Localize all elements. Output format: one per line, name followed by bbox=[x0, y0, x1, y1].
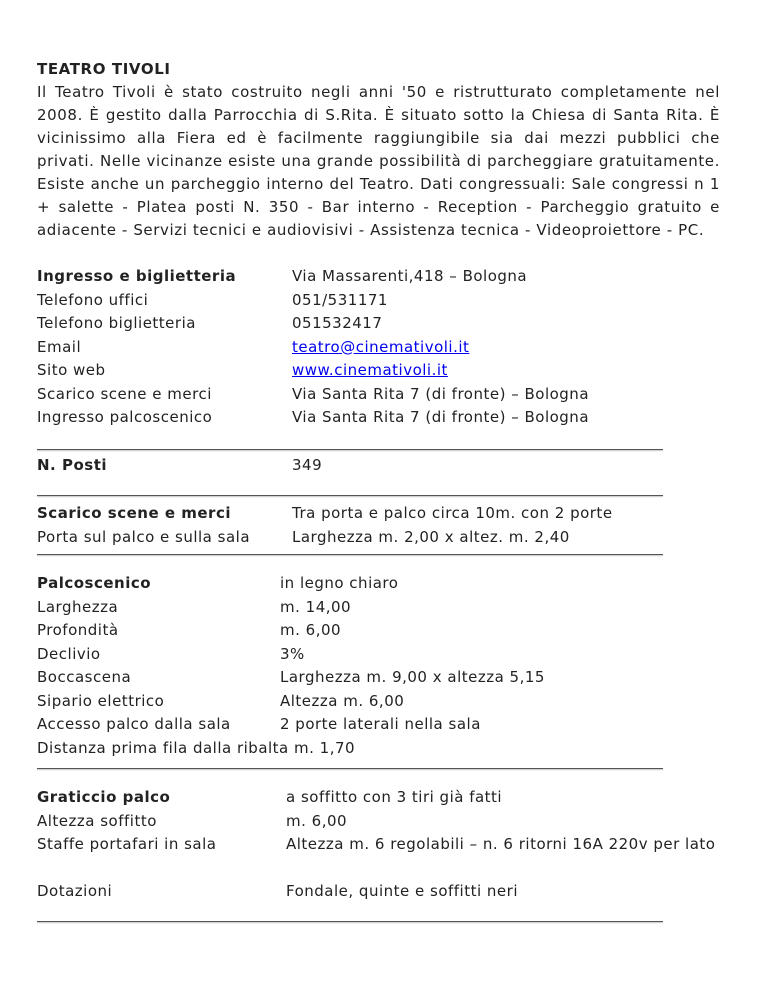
tel-uffici-value: 051/531171 bbox=[292, 290, 388, 309]
distanza-label bbox=[37, 737, 355, 761]
contact-row-scarico bbox=[37, 383, 663, 407]
boccascena-label: Boccascena bbox=[37, 668, 132, 686]
profondita-value: m. 6,00 bbox=[280, 621, 342, 639]
tel-biglietteria-value: 051532417 bbox=[292, 314, 383, 332]
altezza-soffitto-row bbox=[37, 810, 663, 834]
distanza-value: m. 1,70 bbox=[294, 738, 356, 757]
tel-uffici-label: Telefono uffici bbox=[37, 290, 149, 309]
contact-row-sito bbox=[37, 359, 663, 383]
divider bbox=[37, 449, 663, 450]
staffe-value: Altezza m. 6 regolabili – n. 6 ritorni 16A 220v per lato bbox=[286, 835, 716, 853]
larghezza-value: m. 14,00 bbox=[280, 597, 352, 616]
divider bbox=[37, 921, 663, 922]
larghezza-row bbox=[37, 596, 663, 620]
palcoscenico-label: Palcoscenico bbox=[37, 574, 152, 592]
dotazioni-value: Fondale, quinte e soffitti neri bbox=[286, 882, 518, 900]
scarico-row bbox=[37, 502, 663, 526]
dotazioni-label: Dotazioni bbox=[37, 882, 113, 900]
posti-section bbox=[37, 454, 663, 478]
larghezza-label: Larghezza bbox=[37, 597, 119, 616]
sito-label: Sito web bbox=[37, 361, 106, 379]
accesso-value: 2 porte laterali nella sala bbox=[280, 715, 481, 733]
sipario-label: Sipario elettrico bbox=[37, 691, 165, 710]
distanza-row bbox=[37, 737, 663, 761]
altezza-soffitto-label: Altezza soffitto bbox=[37, 811, 157, 830]
graticcio-label: Graticcio palco bbox=[37, 788, 171, 806]
porta-label: Porta sul palco e sulla sala bbox=[37, 527, 251, 546]
porta-row bbox=[37, 526, 663, 550]
declivio-label: Declivio bbox=[37, 644, 101, 663]
staffe-label: Staffe portafari in sala bbox=[37, 835, 217, 853]
graticcio-section bbox=[37, 786, 716, 904]
palcoscenico-value: in legno chiaro bbox=[280, 574, 399, 592]
contact-row-ingresso bbox=[37, 265, 663, 289]
divider bbox=[37, 495, 663, 496]
contact-row-palco-ingresso bbox=[37, 406, 663, 430]
scarico-label: Scarico scene e merci bbox=[37, 504, 231, 522]
porta-value: Larghezza m. 2,00 x altez. m. 2,40 bbox=[292, 527, 570, 546]
accesso-row bbox=[37, 713, 663, 737]
palcoscenico-row bbox=[37, 572, 663, 596]
posti-value: 349 bbox=[292, 456, 323, 474]
posti-label: N. Posti bbox=[37, 456, 108, 474]
ingresso-palco-label: Ingresso palcoscenico bbox=[37, 408, 213, 426]
ingresso-palco-value: Via Santa Rita 7 (di fronte) – Bologna bbox=[292, 408, 590, 426]
email-link[interactable]: teatro@cinemativoli.it bbox=[292, 337, 470, 356]
intro-paragraph: Il Teatro Tivoli è stato costruito negli anni '50 e ristrutturato completamente nel 2008. È gestito dalla Parrocchia di S.Rita. È situato sotto la Chiesa di Santa Rita. È vicinissimo alla Fiera ed è facilmente raggiungibile sia dai mezzi pubblici che privati. Nelle vicinanze esiste una grande possibilità di parcheggiare gratuitamente. Esiste anche un parcheggio interno del Teatro. Dati congressuali: Sale congressi n 1 + salette - Platea posti N. 350 - Bar interno - Reception - Parcheggio gratuito e adiacente - Servizi tecnici e audiovisivi - Assistenza tecnica - Videoproiettore - PC. bbox=[37, 83, 720, 239]
profondita-label: Profondità bbox=[37, 621, 119, 639]
divider bbox=[37, 554, 663, 555]
staffe-row bbox=[37, 833, 716, 880]
contact-row-tel-biglietteria bbox=[37, 312, 663, 336]
accesso-label: Accesso palco dalla sala bbox=[37, 715, 231, 733]
declivio-row bbox=[37, 643, 663, 667]
altezza-soffitto-value: m. 6,00 bbox=[286, 811, 348, 830]
boccascena-row bbox=[37, 666, 663, 690]
ingresso-label: Ingresso e biglietteria bbox=[37, 267, 237, 285]
contact-row-email bbox=[37, 336, 663, 360]
scarico-merci-label: Scarico scene e merci bbox=[37, 384, 212, 403]
divider bbox=[37, 768, 663, 769]
contacts-section bbox=[37, 265, 663, 430]
scarico-merci-value: Via Santa Rita 7 (di fronte) – Bologna bbox=[292, 384, 590, 403]
boccascena-value: Larghezza m. 9,00 x altezza 5,15 bbox=[280, 668, 545, 686]
sipario-value: Altezza m. 6,00 bbox=[280, 691, 405, 710]
scarico-section bbox=[37, 502, 663, 549]
posti-row bbox=[37, 454, 663, 478]
email-label: Email bbox=[37, 337, 82, 356]
profondita-row bbox=[37, 619, 663, 643]
website-link[interactable]: www.cinemativoli.it bbox=[292, 361, 448, 379]
graticcio-row bbox=[37, 786, 663, 810]
ingresso-value: Via Massarenti,418 – Bologna bbox=[292, 267, 528, 285]
dotazioni-row bbox=[37, 880, 663, 904]
distanza-label-text: Distanza prima fila dalla ribalta bbox=[37, 738, 289, 757]
graticcio-value: a soffitto con 3 tiri già fatti bbox=[286, 788, 503, 806]
declivio-value: 3% bbox=[280, 644, 305, 663]
document-page bbox=[37, 58, 720, 900]
tel-biglietteria-label: Telefono biglietteria bbox=[37, 314, 196, 332]
sipario-row bbox=[37, 690, 663, 714]
page-title: TEATRO TIVOLI bbox=[37, 60, 171, 78]
scarico-value: Tra porta e palco circa 10m. con 2 porte bbox=[292, 504, 613, 522]
contact-row-tel-uffici bbox=[37, 289, 663, 313]
palcoscenico-section bbox=[37, 572, 663, 760]
